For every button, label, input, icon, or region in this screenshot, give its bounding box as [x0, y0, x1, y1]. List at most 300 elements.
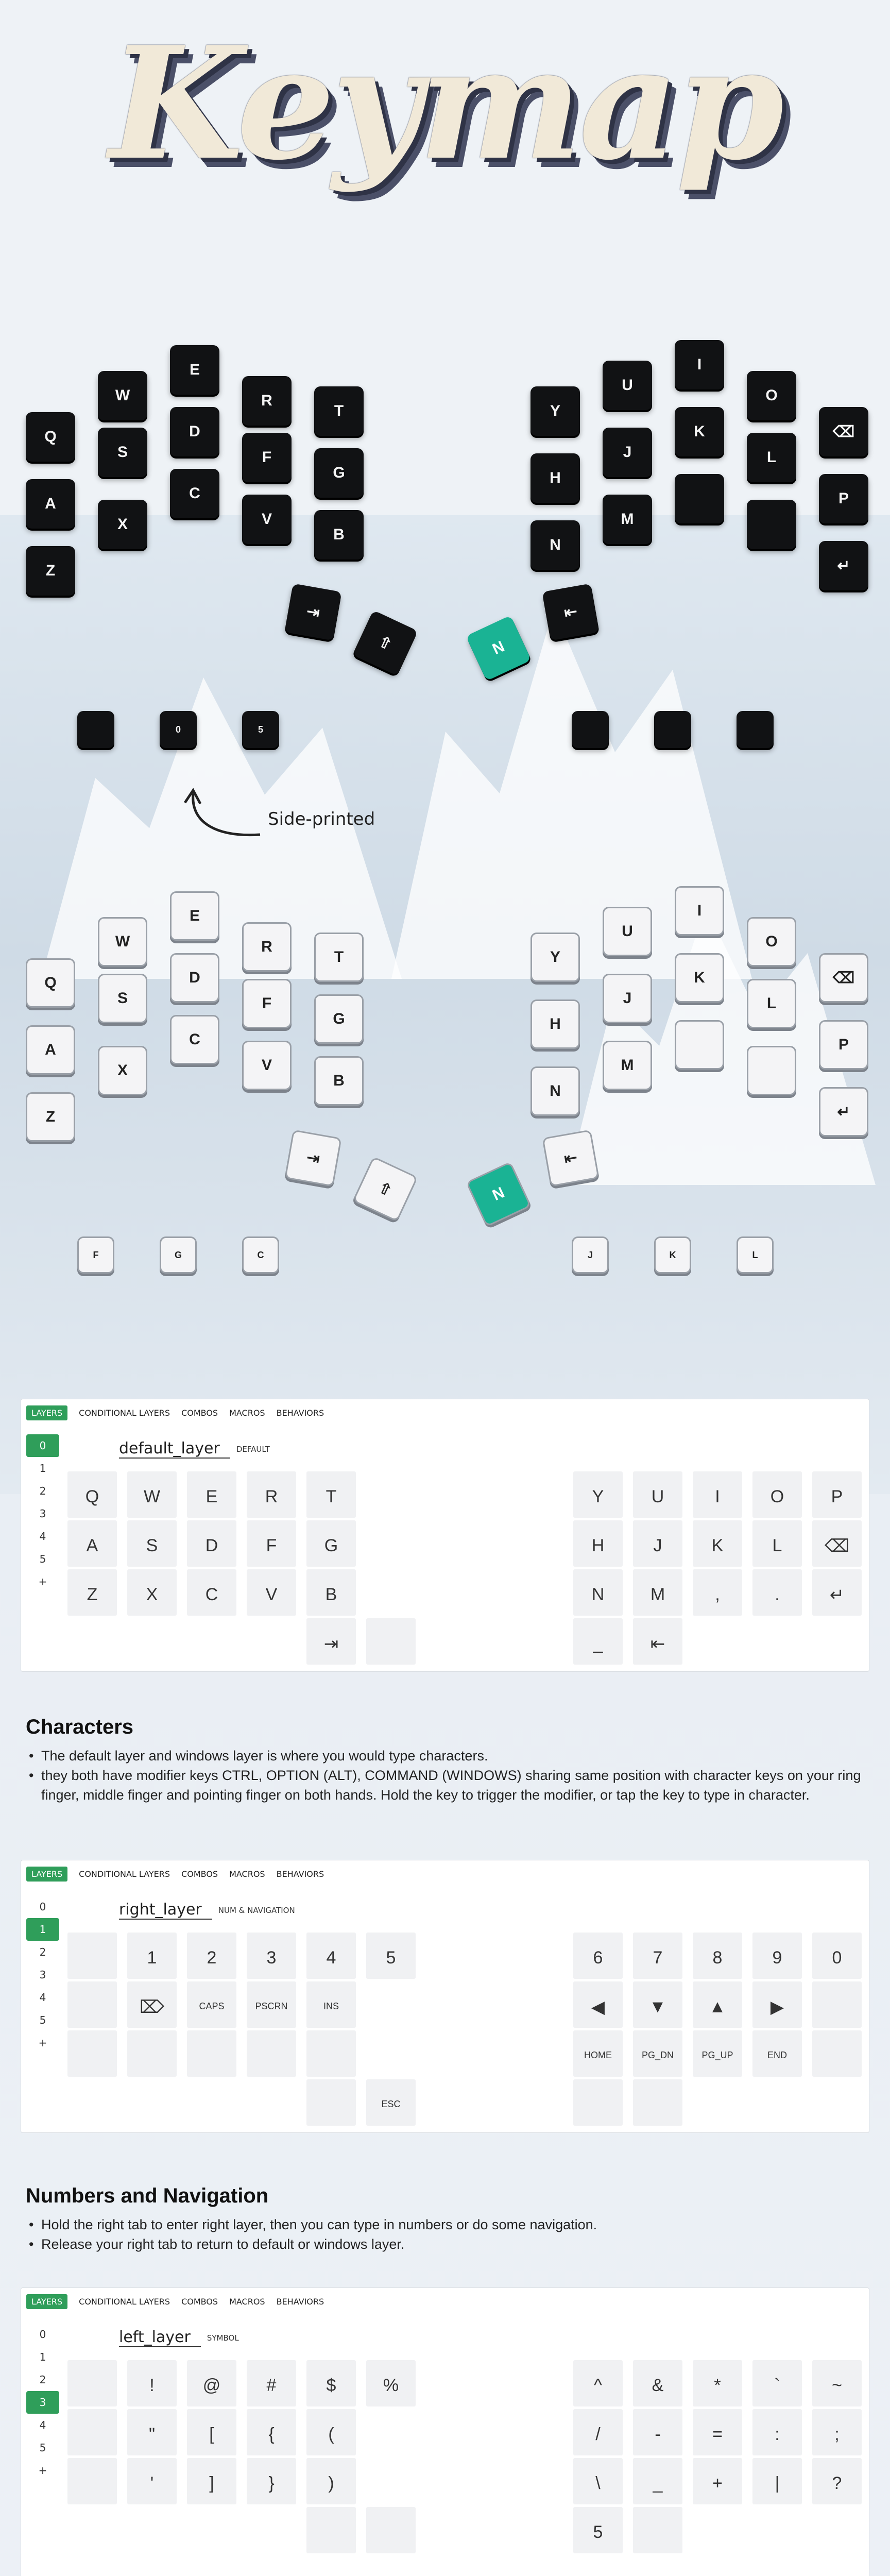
key-l [747, 433, 796, 482]
keymap-cell[interactable] [573, 2507, 623, 2553]
key-j [603, 428, 652, 477]
keymap-cell-label: I [715, 1487, 720, 1506]
key-n [530, 520, 580, 570]
key-legend: B [333, 526, 345, 543]
keymap-cell-label: CAPS [199, 2001, 225, 2011]
keymap-cell-label: R [265, 1487, 278, 1506]
keymap-cell[interactable] [812, 1569, 862, 1616]
keymap-cell-label: ▼ [649, 1997, 666, 2016]
key-z [26, 546, 75, 596]
key-a [26, 1025, 75, 1075]
keymap-cell-label: PSCRN [255, 2001, 288, 2011]
keymap-cell[interactable] [693, 2458, 742, 2504]
key-i [675, 886, 724, 936]
key-d [170, 953, 219, 1003]
layer-item[interactable]: 0 [39, 2328, 46, 2341]
layer-item[interactable]: 3 [26, 2391, 59, 2414]
layer-item[interactable]: 4 [39, 1991, 46, 2004]
key-legend: ↵ [837, 557, 850, 574]
layer-header [119, 2328, 239, 2347]
layer-editor-panel [21, 1860, 869, 2133]
keymap-cell[interactable] [247, 1520, 296, 1567]
key-legend: Q [44, 428, 57, 445]
keymap-cell[interactable] [67, 1569, 117, 1616]
keymap-cell-label: . [775, 1585, 780, 1604]
list-item-text: The default layer and windows layer is where you would type characters. [41, 1748, 488, 1764]
key-legend: U [622, 923, 633, 940]
key-legend: V [261, 1057, 272, 1074]
keymap-cell-label: " [148, 2425, 156, 2444]
layer-item[interactable]: 0 [26, 1434, 59, 1457]
layer-item[interactable]: 2 [39, 2374, 46, 2386]
keymap-cell[interactable] [693, 1520, 742, 1567]
tab-behaviors[interactable]: BEHAVIORS [276, 1869, 324, 1879]
keymap-cell-label: 5 [386, 1948, 396, 1968]
enter-key [819, 541, 868, 590]
keymap-cell[interactable] [67, 2360, 117, 2406]
keymap-cell[interactable] [67, 1520, 117, 1567]
keymap-cell[interactable] [366, 2079, 416, 2126]
key-legend: C [257, 1249, 264, 1260]
layer-item[interactable]: 3 [39, 1507, 46, 1520]
tab-combos[interactable]: COMBOS [181, 1869, 218, 1879]
key-g [314, 994, 364, 1044]
key-legend: ⇥ [305, 602, 321, 622]
layer-editor-panel [21, 2287, 869, 2576]
key-legend: B [333, 1072, 345, 1089]
key-f [242, 433, 292, 482]
layer-name-input[interactable]: left_layer [119, 2328, 201, 2347]
key-period [747, 1046, 796, 1095]
keymap-cell-label: ⇤ [650, 1634, 665, 1654]
key-q [26, 412, 75, 462]
keymap-cell[interactable] [306, 1618, 356, 1665]
key-k [675, 407, 724, 456]
keymap-cell-label: [ [209, 2425, 214, 2444]
layer-item[interactable]: 2 [39, 1485, 46, 1497]
layer-item[interactable]: 5 [39, 1553, 46, 1565]
tab-macros[interactable]: MACROS [229, 1869, 265, 1879]
keymap-cell[interactable] [127, 1933, 177, 1979]
keymap-cell-label: L [772, 1536, 782, 1555]
keymap-cell[interactable] [812, 2409, 862, 2455]
keymap-cell[interactable] [187, 1471, 236, 1518]
keymap-cell-label: X [146, 1585, 158, 1604]
keymap-cell[interactable] [812, 2360, 862, 2406]
key-c [170, 469, 219, 518]
key-legend: N [550, 1082, 561, 1099]
keymap-cell-label: - [655, 2425, 661, 2444]
section-heading: Characters [26, 1716, 134, 1738]
keymap-cell-label: Y [592, 1487, 604, 1506]
keymap-cell[interactable] [752, 1981, 802, 2028]
key-q [26, 958, 75, 1008]
keymap-cell[interactable] [247, 2360, 296, 2406]
keymap-cell[interactable] [247, 1933, 296, 1979]
keymap-cell-label: ↵ [829, 1585, 845, 1605]
key-legend: U [622, 377, 633, 394]
key-e [170, 345, 219, 395]
keymap-cell[interactable] [573, 1618, 623, 1665]
layer-item[interactable]: 4 [39, 1530, 46, 1543]
keymap-cell-label: ~ [832, 2376, 842, 2395]
keymap-cell-label: 2 [207, 1948, 217, 1968]
key-u [603, 361, 652, 410]
layer-item[interactable]: 5 [39, 2442, 46, 2454]
keymap-cell-label: 8 [712, 1948, 723, 1968]
keymap-cell[interactable] [752, 2360, 802, 2406]
keymap-cell[interactable] [67, 1471, 117, 1518]
key-b [314, 510, 364, 560]
key-legend: G [174, 1249, 182, 1260]
keymap-cell[interactable] [127, 2360, 177, 2406]
tab-conditional-layers[interactable]: CONDITIONAL LAYERS [79, 1408, 170, 1418]
keymap-cell[interactable] [306, 2458, 356, 2504]
key-legend: J [623, 444, 632, 461]
keymap-cell[interactable] [633, 1569, 682, 1616]
keymap-cell[interactable] [752, 1933, 802, 1979]
keymap-cell[interactable] [127, 2458, 177, 2504]
key-f [242, 979, 292, 1028]
key-r [242, 376, 292, 426]
layer-item[interactable]: 0 [39, 1901, 46, 1913]
tab-behaviors[interactable]: BEHAVIORS [276, 2297, 324, 2307]
side-printed-key [77, 711, 114, 748]
key-legend: N [489, 1184, 507, 1205]
key-legend: ⇥ [305, 1148, 321, 1168]
key-legend: ⇤ [562, 1148, 579, 1168]
keymap-cell[interactable] [306, 2079, 356, 2126]
keymap-cell-label: D [205, 1536, 218, 1555]
key-legend: E [189, 907, 200, 924]
key-legend: G [333, 464, 345, 481]
key-legend: W [115, 387, 130, 404]
curved-arrow-icon [178, 788, 265, 845]
keymap-cell-label: N [591, 1585, 605, 1604]
layer-name-input[interactable]: default_layer [119, 1439, 230, 1459]
key-legend: S [117, 444, 128, 461]
keymap-cell[interactable] [693, 1569, 742, 1616]
keymap-cell[interactable] [693, 1471, 742, 1518]
key-legend: C [189, 1031, 200, 1048]
keymap-cell[interactable] [752, 2409, 802, 2455]
page-title: Keymap [109, 12, 781, 194]
left-tab-key [284, 583, 341, 640]
key-legend: K [669, 1249, 676, 1260]
keymap-cell[interactable] [67, 1933, 117, 1979]
keymap-cell-label: ' [150, 2473, 154, 2493]
keymap-cell-label: ⌦ [139, 1997, 165, 2017]
keymap-cell[interactable] [812, 1981, 862, 2028]
keymap-cell[interactable] [67, 2409, 117, 2455]
keymap-cell[interactable] [127, 1569, 177, 1616]
keymap-cell-label: * [714, 2376, 721, 2395]
keymap-cell-label: _ [593, 1634, 603, 1653]
keymap-cell[interactable] [573, 1933, 623, 1979]
keymap-cell-label: H [591, 1536, 605, 1555]
keymap-cell[interactable] [187, 2458, 236, 2504]
keymap-cell[interactable] [812, 1933, 862, 1979]
keymap-cell[interactable] [633, 1981, 682, 2028]
keymap-cell-label: ESC [381, 2099, 401, 2109]
layer-list [26, 2323, 59, 2482]
layer-item[interactable]: 1 [26, 1918, 59, 1941]
keymap-cell-label: S [146, 1536, 158, 1555]
key-y [530, 933, 580, 982]
key-legend: X [117, 1062, 128, 1079]
keymap-cell[interactable] [752, 2030, 802, 2077]
left-tab-key [284, 1129, 341, 1187]
keymap-cell-label: & [652, 2376, 664, 2395]
keymap-cell[interactable] [306, 2360, 356, 2406]
side-printed-key [242, 711, 279, 748]
key-legend: E [189, 361, 200, 378]
layer-item[interactable]: 4 [39, 2419, 46, 2431]
keymap-cell[interactable] [573, 1981, 623, 2028]
keymap-cell[interactable] [247, 2458, 296, 2504]
keymap-cell[interactable] [127, 1981, 177, 2028]
side-printed-key-l [737, 1236, 774, 1274]
keymap-cell-label: : [775, 2425, 780, 2444]
layer-item[interactable]: 3 [39, 1969, 46, 1981]
layer-list [26, 1434, 59, 1593]
tab-combos[interactable]: COMBOS [181, 1408, 218, 1418]
keymap-cell[interactable] [633, 1471, 682, 1518]
keymap-cell-label: | [775, 2473, 780, 2493]
key-legend: F [262, 995, 272, 1012]
keymap-cell-label: , [715, 1585, 720, 1604]
keymap-cell[interactable] [127, 1471, 177, 1518]
keymap-cell[interactable] [67, 1981, 117, 2028]
keymap-cell-label: ▶ [770, 1997, 784, 2017]
key-legend: D [189, 423, 200, 440]
keymap-cell[interactable] [573, 2458, 623, 2504]
keymap-cell[interactable] [693, 1981, 742, 2028]
keymap-cell[interactable] [187, 1569, 236, 1616]
keymap-cell-label: W [143, 1487, 161, 1506]
keymap-cell[interactable] [693, 2030, 742, 2077]
keymap-cell[interactable] [306, 1981, 356, 2028]
tab-macros[interactable]: MACROS [229, 1408, 265, 1418]
layer-item[interactable]: 1 [39, 1462, 46, 1475]
keymap-cell[interactable] [127, 2409, 177, 2455]
key-b [314, 1056, 364, 1106]
key-legend: ⌫ [832, 969, 855, 987]
keymap-cell[interactable] [247, 1569, 296, 1616]
key-legend: Q [44, 974, 57, 991]
keymap-cell[interactable] [247, 2030, 296, 2077]
keymap-cell-label: END [767, 2050, 787, 2060]
keymap-cell-label: M [650, 1585, 665, 1604]
key-n [530, 1066, 580, 1116]
keymap-cell-label: ] [209, 2473, 214, 2493]
keymap-cell-label: Z [87, 1585, 98, 1604]
tab-conditional-layers[interactable]: CONDITIONAL LAYERS [79, 1869, 170, 1879]
keymap-cell[interactable] [573, 1471, 623, 1518]
section-description [26, 1716, 864, 1805]
keymap-cell[interactable] [306, 1933, 356, 1979]
keymap-cell-label: V [265, 1585, 278, 1604]
tab-layers[interactable]: LAYERS [26, 2294, 67, 2309]
keymap-cell[interactable] [306, 1569, 356, 1616]
key-z [26, 1092, 75, 1142]
keymap-cell[interactable] [812, 1471, 862, 1518]
key-legend: P [838, 490, 849, 507]
tab-macros[interactable]: MACROS [229, 2297, 265, 2307]
tab-conditional-layers[interactable]: CONDITIONAL LAYERS [79, 2297, 170, 2307]
layer-item[interactable]: 5 [39, 2014, 46, 2026]
keymap-cell[interactable] [187, 2030, 236, 2077]
key-legend: D [189, 969, 200, 986]
layer-item[interactable]: 2 [39, 1946, 46, 1958]
key-legend: P [838, 1036, 849, 1053]
key-t [314, 933, 364, 982]
keymap-cell[interactable] [187, 1981, 236, 2028]
key-legend: J [623, 990, 632, 1007]
keymap-cell[interactable] [187, 2409, 236, 2455]
side-printed-key [572, 711, 609, 748]
keymap-cell[interactable] [366, 2507, 416, 2553]
keymap-cell[interactable] [366, 1933, 416, 1979]
keymap-cell[interactable] [573, 2079, 623, 2126]
keymap-cell[interactable] [812, 2458, 862, 2504]
tab-combos[interactable]: COMBOS [181, 2297, 218, 2307]
section-list [26, 1746, 864, 1805]
keymap-cell[interactable] [67, 2458, 117, 2504]
keymap-cell[interactable] [633, 1933, 682, 1979]
keymap-cell-label: ⌫ [824, 1536, 850, 1556]
key-l [747, 979, 796, 1028]
key-legend: Y [550, 948, 560, 965]
keymap-cell-label: ) [328, 2473, 334, 2493]
key-legend: M [621, 1057, 634, 1074]
key-legend: V [261, 511, 272, 528]
key-legend: N [489, 638, 507, 658]
key-legend: X [117, 516, 128, 533]
key-legend: O [765, 387, 778, 404]
key-period [747, 500, 796, 549]
keymap-cell[interactable] [573, 2409, 623, 2455]
keymap-cell[interactable] [693, 2409, 742, 2455]
keymap-cell[interactable] [187, 2360, 236, 2406]
keymap-cell[interactable] [306, 2409, 356, 2455]
key-w [98, 371, 147, 420]
keymap-cell[interactable] [633, 2458, 682, 2504]
keymap-cell[interactable] [693, 1933, 742, 1979]
keymap-cell-label: ? [832, 2473, 842, 2493]
keymap-cell[interactable] [812, 2030, 862, 2077]
add-layer-button[interactable]: + [38, 1575, 47, 1588]
right-tab-key [542, 583, 599, 640]
editor-tabs [21, 1860, 869, 1882]
key-legend: ↵ [837, 1103, 850, 1121]
section-list [26, 2215, 864, 2254]
keymap-cell-label: U [651, 1487, 664, 1506]
keymap-cell-label: ^ [594, 2376, 602, 2395]
keymap-cell[interactable] [67, 2030, 117, 2077]
keymap-cell-label: ; [834, 2425, 840, 2444]
keymap-cell[interactable] [633, 1520, 682, 1567]
keymap-cell[interactable] [633, 2079, 682, 2126]
add-layer-button[interactable]: + [38, 2037, 47, 2049]
key-p [819, 474, 868, 523]
side-printed-key [737, 711, 774, 748]
keymap-cell[interactable] [752, 2458, 802, 2504]
key-legend: M [621, 511, 634, 528]
key-m [603, 1041, 652, 1090]
layer-name-input[interactable]: right_layer [119, 1901, 212, 1920]
keymap-cell[interactable] [366, 1618, 416, 1665]
key-legend: S [117, 990, 128, 1007]
keymap-cell[interactable] [752, 1520, 802, 1567]
keymap-cell[interactable] [573, 2360, 623, 2406]
keymap-cell-label: F [266, 1536, 277, 1555]
key-legend: R [261, 938, 272, 955]
keymap-cell-label: J [653, 1536, 662, 1555]
keymap-cell-label: G [324, 1536, 338, 1555]
keymap-cell[interactable] [573, 2030, 623, 2077]
keymap-cell[interactable] [752, 1569, 802, 1616]
key-e [170, 891, 219, 941]
key-x [98, 500, 147, 549]
keymap-cell[interactable] [306, 2030, 356, 2077]
keymap-cell[interactable] [693, 2360, 742, 2406]
keymap-cell[interactable] [127, 1520, 177, 1567]
keymap-cell[interactable] [366, 2360, 416, 2406]
keymap-cell[interactable] [633, 2507, 682, 2553]
keymap-cell[interactable] [812, 1520, 862, 1567]
keymap-cell[interactable] [247, 1471, 296, 1518]
keymap-cell[interactable] [633, 2030, 682, 2077]
keymap-cell[interactable] [752, 1471, 802, 1518]
keymap-cell[interactable] [633, 2409, 682, 2455]
list-item-text: Release your right tab to return to default or windows layer. [41, 2236, 405, 2252]
key-s [98, 974, 147, 1023]
key-s [98, 428, 147, 477]
keymap-cell-label: } [268, 2473, 275, 2493]
keymap-cell-label: = [712, 2425, 723, 2444]
keymap-cell-label: / [595, 2425, 601, 2444]
key-legend: Z [45, 1108, 56, 1125]
tab-behaviors[interactable]: BEHAVIORS [276, 1408, 324, 1418]
tab-layers[interactable]: LAYERS [26, 1405, 67, 1420]
add-layer-button[interactable]: + [38, 2464, 47, 2477]
keymap-cell[interactable] [247, 2409, 296, 2455]
keymap-cell-label: INS [323, 2001, 339, 2011]
keymap-cell-label: 1 [147, 1948, 157, 1968]
keymap-cell[interactable] [633, 1618, 682, 1665]
keymap-cell-label: ` [774, 2376, 780, 2395]
keymap-cell[interactable] [573, 1569, 623, 1616]
keymap-cell[interactable] [306, 2507, 356, 2553]
keymap-cell[interactable] [633, 2360, 682, 2406]
key-t [314, 386, 364, 436]
keymap-cell-label: ( [328, 2425, 334, 2444]
keymap-cell[interactable] [306, 1520, 356, 1567]
list-item [26, 1766, 864, 1805]
keymap-cell[interactable] [573, 1520, 623, 1567]
layer-item[interactable]: 1 [39, 2351, 46, 2363]
keymap-cell[interactable] [306, 1471, 356, 1518]
keymap-cell[interactable] [127, 2030, 177, 2077]
keymap-cell-label: HOME [584, 2050, 612, 2060]
tab-layers[interactable]: LAYERS [26, 1867, 67, 1882]
keymap-cell[interactable] [247, 1981, 296, 2028]
keymap-cell[interactable] [187, 1520, 236, 1567]
keymap-cell[interactable] [187, 1933, 236, 1979]
key-h [530, 453, 580, 503]
layer-header [119, 1901, 295, 1920]
